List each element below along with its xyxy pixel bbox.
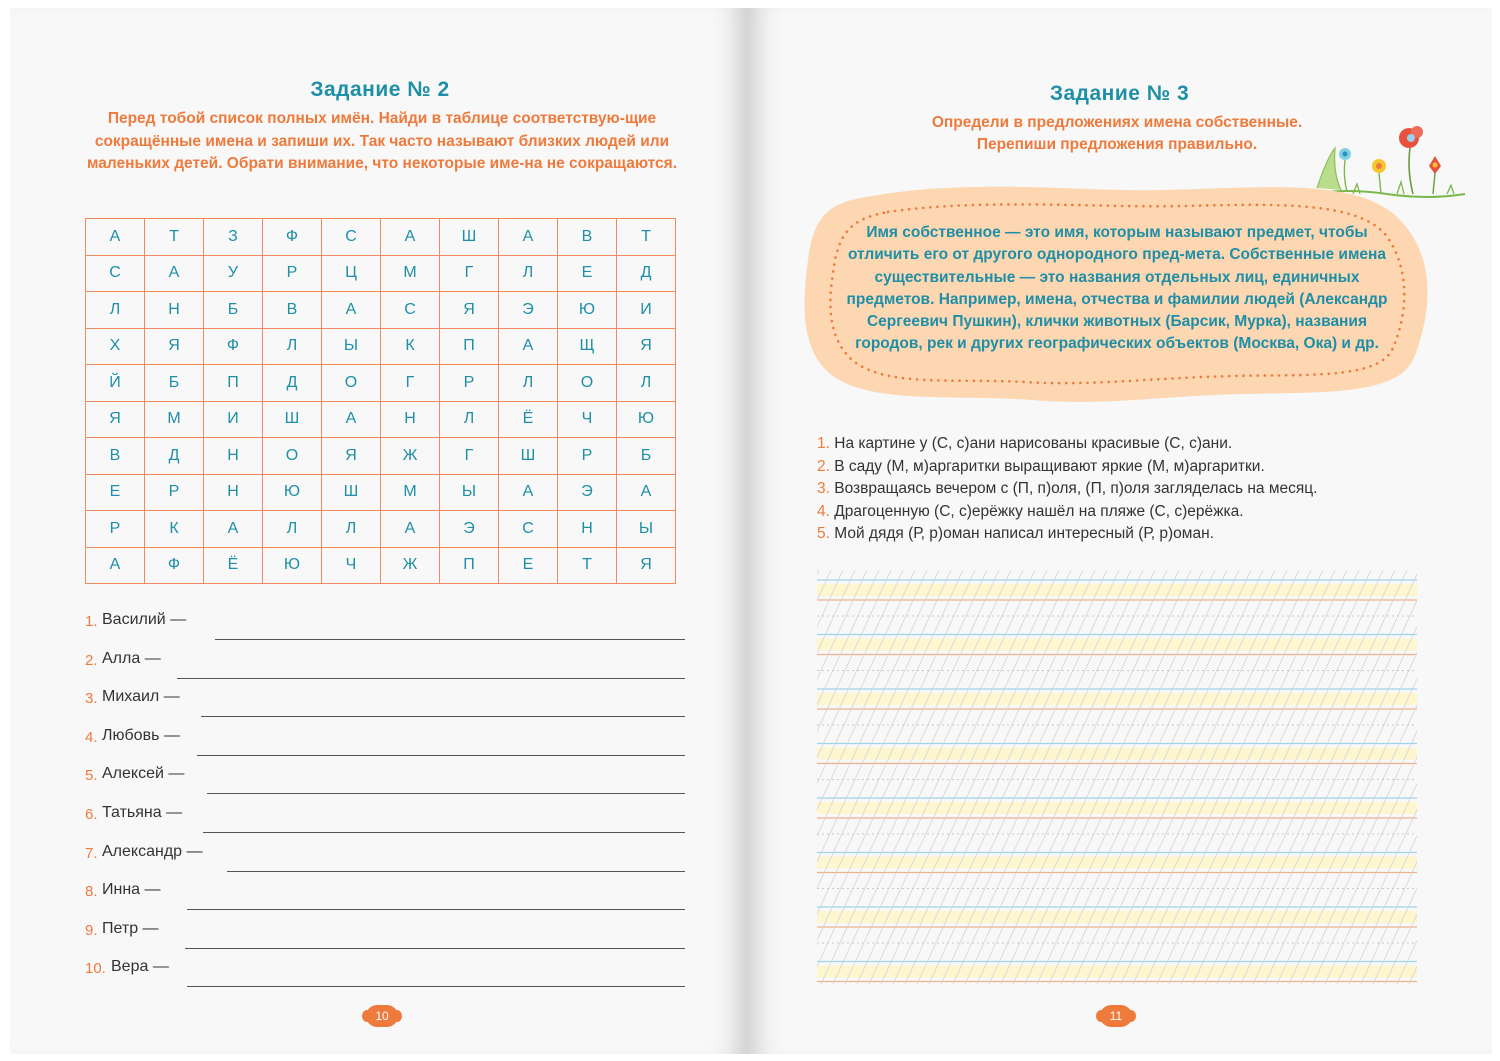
sentence-item (817, 458, 1317, 481)
item-number: 5. (85, 767, 98, 785)
sentence-text: Мой дядя (Р, р)оман написал интересный (Р, р)оман. (834, 525, 1214, 542)
grid-cell[interactable]: А (145, 255, 204, 292)
item-number: 1. (85, 613, 98, 630)
task-2-title: Задание № 2 (310, 78, 450, 101)
page-number: 10 (366, 1005, 398, 1027)
grid-cell[interactable]: Ы (440, 474, 499, 511)
task-3-instruction-line1: Определи в предложениях имена собственные. (931, 114, 1303, 131)
answer-line[interactable] (197, 755, 685, 756)
grid-cell[interactable]: Ы (617, 511, 676, 548)
grid-cell[interactable]: Я (145, 328, 204, 365)
grid-cell[interactable]: Ш (322, 474, 381, 511)
grid-cell[interactable]: П (204, 365, 263, 402)
full-name: Вера — (111, 958, 169, 976)
grid-cell[interactable]: Т (145, 219, 204, 256)
grid-row (86, 438, 676, 475)
grid-cell[interactable]: Ы (322, 328, 381, 365)
answer-line[interactable] (203, 832, 685, 833)
answer-line[interactable] (201, 716, 685, 717)
sentence-item (817, 503, 1317, 526)
grid-cell[interactable]: Ф (204, 328, 263, 365)
grid-cell[interactable]: А (322, 401, 381, 438)
grid-cell[interactable]: Л (86, 292, 145, 329)
grid-cell[interactable]: Ю (558, 292, 617, 329)
answer-item (85, 917, 685, 956)
full-name: Инна — (102, 881, 161, 899)
item-number: 2. (817, 457, 830, 475)
item-number: 3. (817, 480, 830, 497)
grid-cell[interactable]: Ж (381, 438, 440, 475)
grid-cell[interactable]: Ю (263, 547, 322, 584)
grid-cell[interactable]: Ф (263, 219, 322, 256)
full-name: Василий — (102, 611, 187, 628)
sentence-item (817, 480, 1317, 503)
full-name: Любовь — (102, 726, 180, 744)
grid-cell[interactable]: Р (145, 474, 204, 511)
grid-cell[interactable]: Б (617, 438, 676, 475)
grid-cell[interactable]: Ё (204, 547, 263, 584)
grid-cell[interactable]: Б (145, 365, 204, 402)
grid-cell[interactable]: Л (440, 401, 499, 438)
grid-cell[interactable]: Д (263, 365, 322, 402)
grid-cell[interactable]: М (145, 401, 204, 438)
grid-cell[interactable]: Ш (263, 401, 322, 438)
task-2-instruction: Перед тобой список полных имён. Найди в таблице соответствую-щие сокращённые имена и запиши их. Так часто называют близких людей или маленьких детей. Обрати внимание, что некоторые име-на не сокращаются. (86, 110, 678, 172)
item-number: 1. (817, 435, 830, 452)
sentence-item (817, 525, 1317, 548)
full-name: Михаил — (102, 688, 180, 706)
answer-line[interactable] (215, 639, 685, 640)
item-number: 7. (85, 844, 98, 862)
grid-cell[interactable]: А (617, 474, 676, 511)
answer-line[interactable] (185, 948, 685, 949)
grid-cell[interactable]: З (204, 219, 263, 256)
page-number: 11 (1100, 1005, 1132, 1027)
answer-item (85, 878, 685, 917)
right-page (747, 8, 1492, 1054)
answer-line[interactable] (177, 678, 685, 679)
full-name: Татьяна — (102, 803, 183, 821)
grid-cell[interactable]: А (86, 547, 145, 584)
task-3-title: Задание № 3 (1049, 82, 1190, 105)
grid-cell[interactable]: Р (558, 438, 617, 475)
item-number: 9. (85, 921, 98, 939)
grid-cell[interactable]: Т (617, 219, 676, 256)
item-number: 8. (85, 883, 98, 901)
grid-cell[interactable]: А (322, 292, 381, 329)
grid-cell[interactable]: Э (499, 292, 558, 329)
grid-cell[interactable]: Ф (145, 547, 204, 584)
grid-cell[interactable]: П (440, 328, 499, 365)
grid-cell[interactable]: Ё (499, 401, 558, 438)
grid-row (86, 328, 676, 365)
grid-cell[interactable]: П (440, 547, 499, 584)
grid-cell[interactable]: О (263, 438, 322, 475)
grid-cell[interactable]: Д (145, 438, 204, 475)
grid-cell[interactable]: Ш (499, 438, 558, 475)
grid-cell[interactable]: Я (86, 401, 145, 438)
grid-cell[interactable]: Л (499, 365, 558, 402)
grid-cell[interactable]: Л (263, 328, 322, 365)
full-name: Петр — (102, 919, 159, 937)
answer-list (85, 608, 685, 994)
grid-cell[interactable]: Л (617, 365, 676, 402)
grid-row (86, 255, 676, 292)
sentence-text: Возвращаясь вечером с (П, п)оля, (П, п)оля загляделась на месяц. (834, 480, 1318, 497)
grid-cell[interactable]: А (204, 511, 263, 548)
grid-cell[interactable]: Л (499, 255, 558, 292)
grid-row (86, 219, 676, 256)
grid-cell[interactable]: С (381, 292, 440, 329)
grid-cell[interactable]: О (558, 365, 617, 402)
grid-cell[interactable]: Э (558, 474, 617, 511)
item-number: 3. (85, 690, 98, 708)
grid-cell[interactable]: Н (145, 292, 204, 329)
answer-line[interactable] (187, 986, 685, 987)
grid-row (86, 511, 676, 548)
grid-cell[interactable]: Ю (617, 401, 676, 438)
grid-cell[interactable]: Л (263, 511, 322, 548)
item-number: 4. (85, 728, 98, 746)
grid-cell[interactable]: К (381, 328, 440, 365)
grid-row (86, 365, 676, 402)
grid-cell[interactable]: Р (440, 365, 499, 402)
sentence-list (817, 435, 1317, 548)
item-number: 5. (817, 525, 830, 542)
grid-cell[interactable]: Г (440, 255, 499, 292)
handwriting-practice-lines (817, 570, 1417, 984)
grid-cell[interactable]: Ж (381, 547, 440, 584)
grid-cell[interactable]: Г (381, 365, 440, 402)
grid-cell[interactable]: Р (263, 255, 322, 292)
grid-cell[interactable]: Т (558, 547, 617, 584)
grid-cell[interactable]: Л (322, 511, 381, 548)
grid-cell[interactable]: Н (558, 511, 617, 548)
grid-cell[interactable]: Х (86, 328, 145, 365)
grid-cell[interactable]: Я (617, 328, 676, 365)
grid-cell[interactable]: В (263, 292, 322, 329)
grid-cell[interactable]: Ц (322, 255, 381, 292)
grid-cell[interactable]: А (499, 219, 558, 256)
answer-item (85, 801, 685, 840)
grid-cell[interactable]: С (86, 255, 145, 292)
grid-cell[interactable]: Б (204, 292, 263, 329)
grid-row (86, 292, 676, 329)
grid-cell[interactable]: И (617, 292, 676, 329)
sentence-text: На картине у (С, с)ани нарисованы красивые (С, с)ани. (834, 435, 1233, 452)
grid-cell[interactable]: Г (440, 438, 499, 475)
answer-item (85, 762, 685, 801)
grid-cell[interactable]: А (381, 219, 440, 256)
grid-cell[interactable]: Ч (558, 401, 617, 438)
grid-row (86, 474, 676, 511)
sentence-text: В саду (М, м)аргаритки выращивают яркие (М, м)аргаритки. (834, 457, 1265, 475)
grid-row (86, 401, 676, 438)
grid-cell[interactable]: С (499, 511, 558, 548)
grid-cell[interactable]: Э (440, 511, 499, 548)
sentence-item (817, 435, 1317, 458)
grid-cell[interactable]: Е (86, 474, 145, 511)
grid-cell[interactable]: Ш (440, 219, 499, 256)
answer-item (85, 955, 685, 994)
item-number: 6. (85, 805, 98, 823)
grid-cell[interactable]: Н (204, 474, 263, 511)
grid-cell[interactable]: М (381, 255, 440, 292)
grid-cell[interactable]: У (204, 255, 263, 292)
left-page (10, 8, 747, 1054)
grid-cell[interactable]: Ю (263, 474, 322, 511)
grid-cell[interactable]: И (204, 401, 263, 438)
grid-cell[interactable]: М (381, 474, 440, 511)
answer-line[interactable] (207, 793, 685, 794)
grid-cell[interactable]: Я (322, 438, 381, 475)
task-3-instruction-line2: Перепиши предложения правильно. (976, 136, 1258, 153)
grid-cell[interactable]: Й (86, 365, 145, 402)
answer-line[interactable] (187, 909, 685, 910)
grid-cell[interactable]: С (322, 219, 381, 256)
grid-cell[interactable]: Щ (558, 328, 617, 365)
grid-cell[interactable]: К (145, 511, 204, 548)
grid-cell[interactable]: Р (86, 511, 145, 548)
grid-cell[interactable]: Е (558, 255, 617, 292)
answer-item (85, 724, 685, 763)
grid-cell[interactable]: Д (617, 255, 676, 292)
grid-cell[interactable]: В (558, 219, 617, 256)
sentence-text: Драгоценную (С, с)ерёжку нашёл на пляже (С, с)ерёжка. (834, 502, 1244, 520)
grid-cell[interactable]: Я (440, 292, 499, 329)
definition-text: Имя собственное — это имя, которым называют предмет, чтобы отличить его от другого однородного пред-мета. Собственные имена существительные — это названия отдельных лиц, единичных предметов. Например, имена, отчества и фамилии людей (Александр Сергеевич Пушкин), клички животных (Барсик, Мурка), названия городов, рек и других географических объектов (Москва, Ока) и др. (846, 224, 1388, 353)
answer-item (85, 647, 685, 686)
item-number: 10. (85, 960, 106, 978)
full-name: Алла — (102, 649, 161, 667)
grid-cell[interactable]: А (381, 511, 440, 548)
grid-cell[interactable]: Е (499, 547, 558, 584)
full-name: Алексей — (102, 765, 185, 783)
grid-cell[interactable]: Н (204, 438, 263, 475)
full-name: Александр — (102, 842, 203, 860)
grid-cell[interactable]: Я (617, 547, 676, 584)
grid-cell[interactable]: А (499, 328, 558, 365)
letter-grid (85, 218, 676, 584)
answer-item (85, 608, 685, 647)
answer-line[interactable] (227, 871, 685, 872)
answer-item (85, 685, 685, 724)
grid-row (86, 547, 676, 584)
grid-cell[interactable]: А (499, 474, 558, 511)
grid-cell[interactable]: В (86, 438, 145, 475)
grid-cell[interactable]: А (86, 219, 145, 256)
item-number: 2. (85, 651, 98, 669)
grid-cell[interactable]: Ч (322, 547, 381, 584)
grid-cell[interactable]: О (322, 365, 381, 402)
grid-cell[interactable]: Н (381, 401, 440, 438)
answer-item (85, 840, 685, 879)
item-number: 4. (817, 502, 830, 520)
